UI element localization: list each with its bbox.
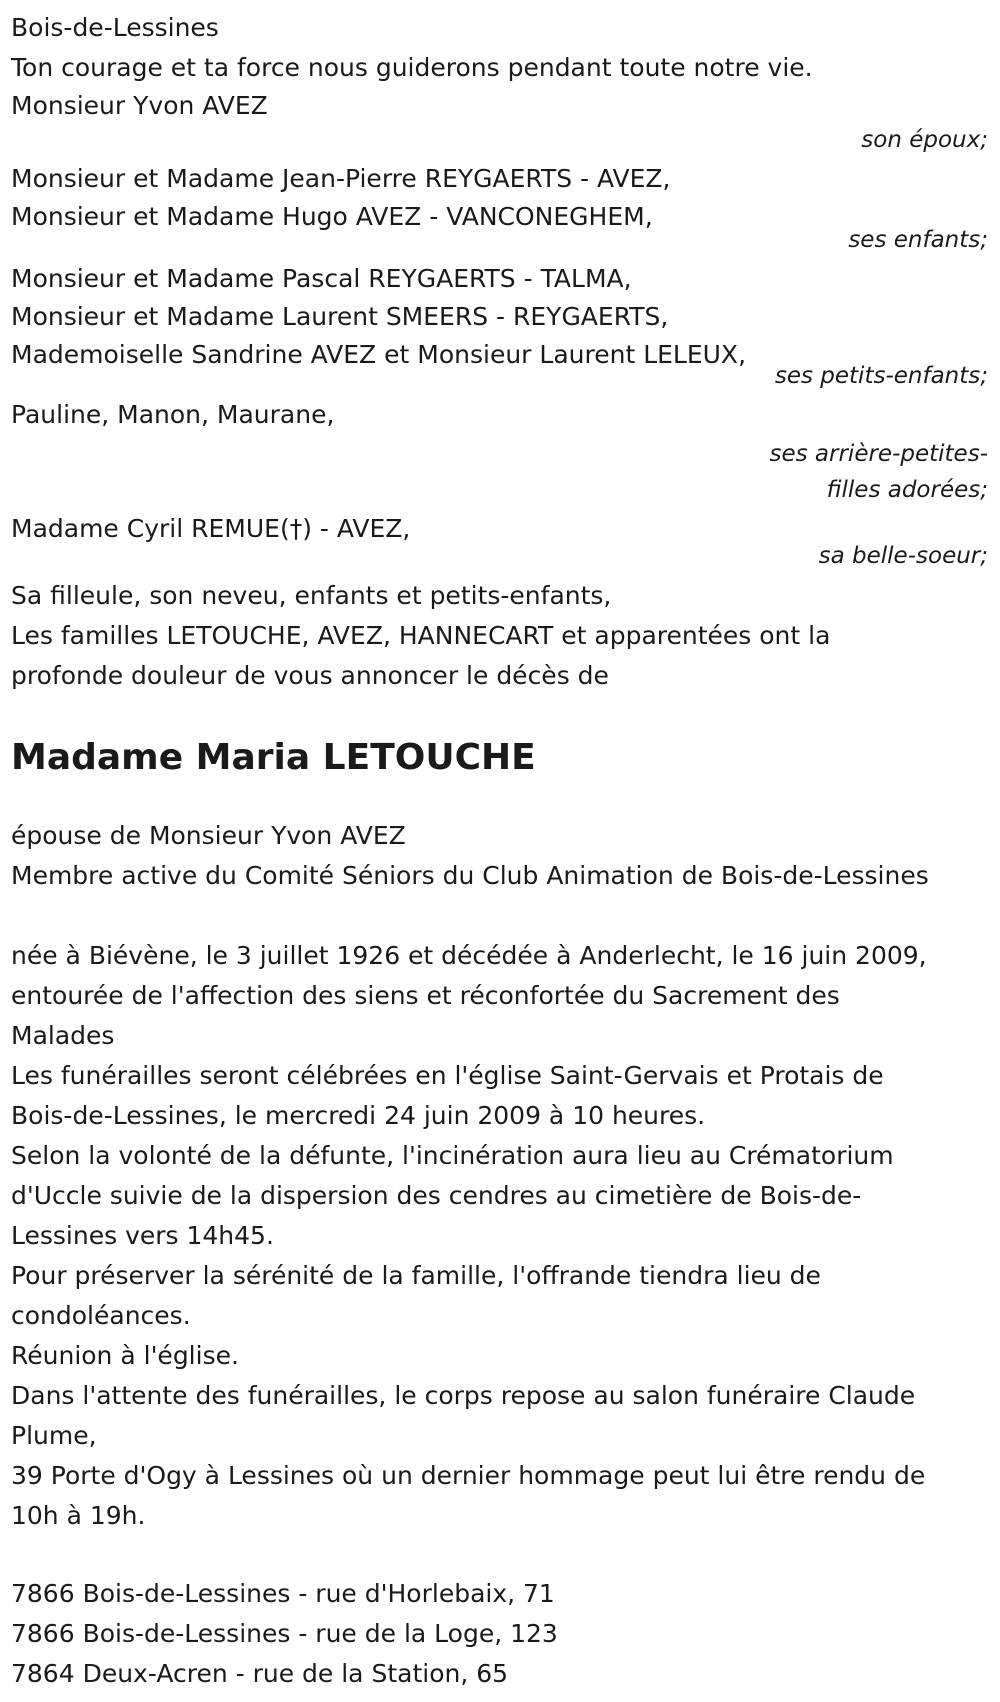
detail-line: Réunion à l'église. [11,1341,239,1370]
address-line: 7866 Bois-de-Lessines - rue de la Loge, 123 [11,1619,558,1648]
detail-line: Plume, [11,1421,97,1450]
descriptors-block [11,816,990,896]
address-line: 7864 Deux-Acren - rue de la Station, 65 [11,1659,509,1688]
spacer [11,896,990,936]
family-name-line: Pauline, Manon, Maurane, [11,400,335,429]
family-group-children [11,160,990,256]
family-name-line: Mademoiselle Sandrine AVEZ et Monsieur Laurent LELEUX, [11,340,747,369]
announcement-block [11,576,990,696]
family-name-line: Monsieur Yvon AVEZ [11,91,268,120]
address-line: 7866 Bois-de-Lessines - rue d'Horlebaix, 71 [11,1579,555,1608]
spacer [11,1536,990,1574]
deceased-name: Madame Maria LETOUCHE [11,737,536,778]
family-role: filles adorées; [826,477,988,503]
announcement-line: Sa filleule, son neveu, enfants et petits-enfants, [11,581,612,610]
family-group-great-grandchildren [11,396,990,506]
family-name-line: Monsieur et Madame Pascal REYGAERTS - TALMA, [11,264,632,293]
family-group-grandchildren [11,260,990,392]
detail-line: condoléances. [11,1301,191,1330]
family-role: son époux; [861,127,988,153]
detail-line: Les funérailles seront célébrées en l'église Saint-Gervais et Protais de [11,1061,884,1090]
detail-line: d'Uccle suivie de la dispersion des cendres au cimetière de Bois-de- [11,1181,862,1210]
announcement-line: Les familles LETOUCHE, AVEZ, HANNECART et apparentées ont la [11,621,831,650]
detail-line: Selon la volonté de la défunte, l'incinération aura lieu au Crématorium [11,1141,894,1170]
detail-line: entourée de l'affection des siens et réconfortée du Sacrement des [11,981,840,1010]
descriptor-line: épouse de Monsieur Yvon AVEZ [11,821,406,850]
announcement-line: profonde douleur de vous annoncer le décès de [11,661,609,690]
family-name-line: Monsieur et Madame Hugo AVEZ - VANCONEGHEM, [11,202,653,231]
family-role: ses enfants; [848,227,988,253]
detail-line: Malades [11,1021,115,1050]
details-block [11,936,990,1536]
family-role: sa belle-soeur; [818,543,988,569]
family-role: ses arrière-petites- [769,441,988,467]
family-group-spouse [11,88,990,156]
detail-line: Bois-de-Lessines, le mercredi 24 juin 2009 à 10 heures. [11,1101,706,1130]
quote-line: Ton courage et ta force nous guiderons pendant toute notre vie. [11,53,813,82]
detail-line: Pour préserver la sérénité de la famille, l'offrande tiendra lieu de [11,1261,821,1290]
detail-line: 39 Porte d'Ogy à Lessines où un dernier hommage peut lui être rendu de [11,1461,926,1490]
detail-line: Lessines vers 14h45. [11,1221,274,1250]
detail-line: 10h à 19h. [11,1501,146,1530]
detail-line: née à Biévène, le 3 juillet 1926 et décédée à Anderlecht, le 16 juin 2009, [11,941,927,970]
location-line: Bois-de-Lessines [11,13,219,42]
descriptor-line: Membre active du Comité Séniors du Club Animation de Bois-de-Lessines [11,861,929,890]
family-role: ses petits-enfants; [774,363,988,389]
detail-line: Dans l'attente des funérailles, le corps repose au salon funéraire Claude [11,1381,916,1410]
addresses-block [11,1574,990,1694]
family-name-line: Monsieur et Madame Jean-Pierre REYGAERTS - AVEZ, [11,164,671,193]
family-group-sister-in-law [11,510,990,572]
family-name-line: Madame Cyril REMUE(†) - AVEZ, [11,514,411,543]
family-name-line: Monsieur et Madame Laurent SMEERS - REYGAERTS, [11,302,669,331]
